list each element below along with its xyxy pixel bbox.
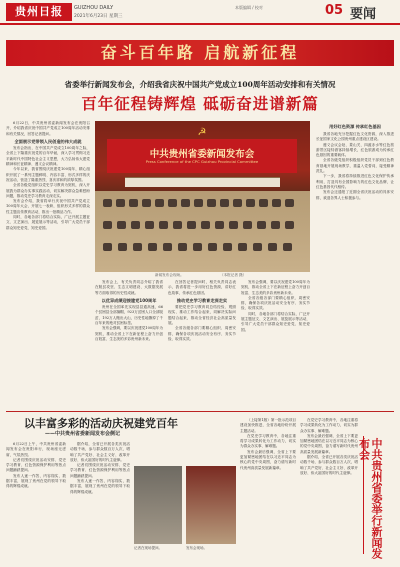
paragraph: 发布人逐一作答，内容翔实，数据丰富，展现了贵州在党的领导下取得的辉煌成就。 — [6, 473, 66, 489]
paragraph: 贵州在全国率先实现县县通高速，66个贫困县全部摘帽，923万贫困人口全部脱贫，192万人搬出大山，历史性地撕掉了千百年来的绝对贫困标签。 — [95, 305, 163, 326]
paragraph: 全省各级党组织积极组织党员干部到红色教育基地开展现场教学，重温入党誓词，接受精神洗礼。 — [316, 158, 394, 174]
article-column-1 — [6, 121, 90, 411]
paragraph: 记者们围绕庆祝活动安排、党史学习教育、红色资源保护利用等热点问题踊跃提问。 — [6, 457, 66, 473]
paragraph: 发布会介绍，我省将举行庆祝中国共产党成立100周年大会，开展七一表彰，组织形式多样的群众性主题宣传教育活动，推出一批精品力作。 — [6, 199, 90, 214]
photo-podium-table — [125, 177, 280, 187]
column-subhead: 以优异成绩迎接建党100周年 — [101, 297, 157, 303]
article-column-4 — [316, 132, 394, 410]
lower-headline: 以丰富多彩的活动庆祝建党百年 — [24, 417, 178, 430]
paragraph: 发布会强调，要以庆祝建党100周年为契机，推动全省上下在新征程上奋力开创百姓富、生态美的多彩贵州新未来。 — [241, 280, 310, 295]
small-photo-b — [186, 466, 236, 544]
photo-caption: 新闻发布会现场。 — [155, 273, 184, 277]
lower-subhead: ——中共贵州省委新闻发布会侧记 — [45, 431, 121, 437]
paragraph: 发布会强调，要以庆祝建党100周年为契机，推动全省上下在新征程上奋力开创百姓富、生态美的多彩贵州新未来。 — [95, 326, 163, 341]
paragraph: 在回答记者提问时，相关负责同志表示，我省将进一步用好红色资源，讲好红色故事，传承红色基因。 — [168, 280, 236, 295]
paragraph: 要把党史学习教育同总结经验、观照现实、推动工作结合起来，同解决实际问题结合起来，推动全省经济社会高质量发展。 — [168, 305, 236, 326]
paragraph: 我省各地充分挖掘红色文化资源，深入推进长征国家文化公园贵州重点建设区建设。 — [316, 132, 394, 142]
editor-note: 本版编辑 / 校对 — [235, 5, 263, 10]
publication-date: 2021年6月23日 星期三 — [74, 14, 123, 19]
paragraph: 全省各级各部门要精心组织、周密安排，确保各项庆祝活动安全有序、务实节俭、取得实效。 — [168, 326, 236, 341]
article-kicker: 省委举行新闻发布会，介绍我省庆祝中国共产党成立100周年活动安排和有关情况 — [64, 80, 336, 89]
paragraph: 记者们围绕庆祝活动安排、党史学习教育、红色资源保护利用等热点问题踊跃提问。 — [70, 463, 130, 478]
article-column-3 — [168, 280, 236, 410]
paragraph: 发布会还通报了近期全省庆祝活动的具体安排，欢迎各界人士积极参与。 — [316, 190, 394, 200]
paragraph: 发布人逐一作答，内容翔实，数据丰富，展现了贵州在党的领导下取得的辉煌成就。 — [70, 479, 130, 494]
audience-seats — [103, 199, 303, 251]
vertical-headline: 中共贵州省委举行新闻发布会 — [357, 438, 383, 559]
column-subhead: 推动党史学习教育走深走实 — [176, 297, 228, 303]
masthead-rule — [0, 23, 400, 25]
paragraph: 6月22日，中共贵州省委新闻发布会在贵阳召开，介绍我省庆祝中国共产党成立100周年活动安排和有关情况，回答记者提问。 — [6, 121, 90, 136]
paragraph: （上接第1版）第一批示范项目建设加快推进，全省各地纷纷开展主题活动。 — [240, 418, 296, 433]
paragraph: 发布会最后强调，全省上下要更加紧密地团结在以习近平同志为核心的党中央周围，奋力谱写新时代贵州高质量发展新篇章。 — [240, 449, 296, 470]
column-subhead: 全面展示党带领人民创造的伟大成就 — [14, 138, 82, 144]
logo-english: GUIZHOU DAILY — [74, 5, 114, 11]
lower-column-b — [70, 442, 130, 560]
small-photo-a — [134, 466, 182, 544]
newspaper-logo: 贵州日报 — [6, 3, 72, 21]
paragraph: 发布会最后强调，全省上下要更加紧密地团结在以习近平同志为核心的党中央周围，奋力谱写新时代贵州高质量发展新篇章。 — [300, 433, 358, 454]
paragraph: 今年以来，我省围绕庆祝建党100周年，精心组织开展了一系列主题鲜明、内容丰富、形式多样的庆祝活动，营造了隆重热烈、喜庆祥和的浓厚氛围。 — [6, 167, 90, 182]
paragraph: 全省各级各部门要精心组织、周密安排，确保各项庆祝活动安全有序、务实节俭、取得实效。 — [241, 295, 310, 311]
right-column-subhead: 用好红色资源 传承红色基因 — [329, 124, 381, 129]
section-divider — [6, 411, 394, 412]
section-name: 要闻 — [350, 7, 377, 22]
page-number: 05 — [325, 3, 344, 18]
banner-title: 奋斗百年路 启航新征程 — [100, 43, 300, 62]
paragraph: 下一步，我省将持续推进红色文化保护传承利用，打造具有全国影响力的红色文化品牌，让红色基因代代相传。 — [316, 174, 394, 189]
paragraph: 发布会指出，在中国共产党成立100周年之际，全省上下隆重庆祝党的百年华诞，深入学习贯彻习近平新时代中国特色社会主义思想，大力弘扬伟大建党精神和长征精神、遵义会议精神。 — [6, 146, 90, 167]
paragraph: 据介绍，全省已开展各类庆祝活动数千场，参与群众数百万人次，唱响了共产党好、社会主义好、改革开放好、伟大祖国好的时代主旋律。 — [300, 455, 358, 475]
article-column-2 — [95, 280, 163, 410]
lower-column-a — [6, 442, 66, 560]
article-headline: 百年征程铸辉煌 砥砺奋进谱新篇 — [81, 95, 319, 113]
photo-backdrop-title: 中共贵州省委新闻发布会 — [149, 149, 255, 160]
photo-backdrop-subtitle: Press Conference of the CPC Guizhou Provincial Committee — [145, 159, 259, 164]
paragraph: 6月22日上午，中共贵州省委新闻发布会在贵阳举行，现场座无虚席，气氛热烈。 — [6, 442, 66, 457]
paragraph: 在党史学习教育中，各地注重将学习成果转化为工作动力，切实为群众办实事、解难题。 — [300, 418, 358, 433]
article-column-3b — [241, 280, 310, 410]
paragraph: 同时，各地各部门将结合实际，广泛开展主题征文、文艺演出、展览展示等活动，引导广大党员干部群众知史爱党、知史爱国。 — [6, 215, 90, 230]
paragraph: 同时，各地各部门将结合实际，广泛开展主题征文、文艺演出、展览展示等活动，引导广大党员干部群众知史爱党、知史爱国。 — [241, 311, 310, 332]
small-photo-a-caption: 记者在现场提问。 — [134, 546, 162, 550]
paragraph: 全省各级党组织以党史学习教育为契机，深入开展我为群众办实事实践活动，切实解决群众急难愁盼问题，推动党史学习教育走深走实。 — [6, 183, 90, 198]
paragraph: 发布会上，有关负责同志介绍了我省在脱贫攻坚、生态文明建设、大数据发展等方面取得的历史性成就。 — [95, 280, 163, 295]
party-emblem-icon: ☭ — [197, 127, 207, 138]
photo-credit: （本报记者 摄） — [220, 273, 247, 277]
paragraph: 据介绍，全省已开展各类庆祝活动数千场，参与群众数百万人次，唱响了共产党好、社会主义好、改革开放好、伟大祖国好的时代主旋律。 — [70, 442, 130, 462]
paragraph: 遵义会议会址、娄山关、四渡赤水等红色旅游景区接待游客持续增长，红色旅游成为传承红色基因的重要载体。 — [316, 142, 394, 158]
paragraph: 在党史学习教育中，各地注重将学习成果转化为工作动力，切实为群众办实事、解难题。 — [240, 433, 296, 449]
lower-column-c — [240, 418, 296, 560]
press-conference-photo — [95, 121, 310, 272]
small-photo-b-caption: 发布会现场。 — [186, 546, 207, 550]
lower-column-d — [300, 418, 358, 560]
